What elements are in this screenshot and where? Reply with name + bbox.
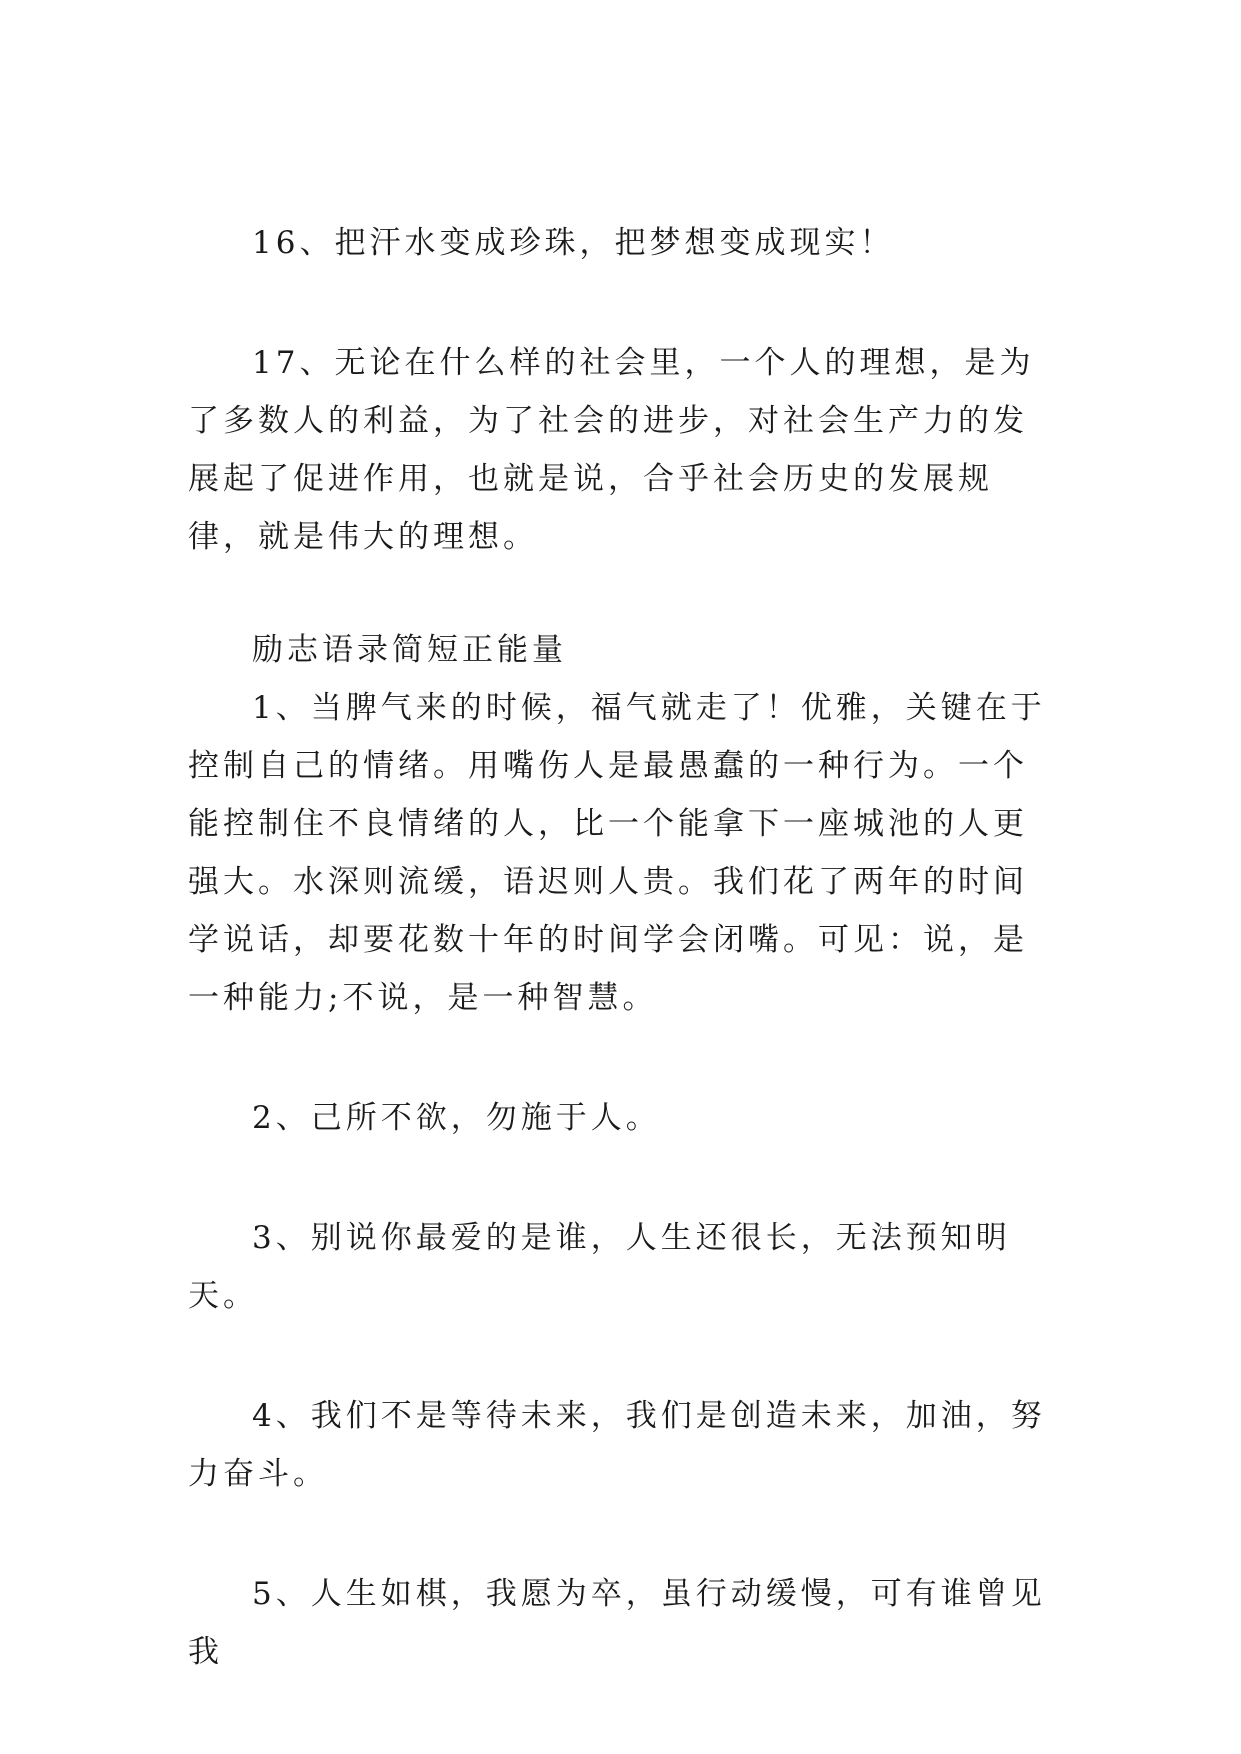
paragraph-2: 2、己所不欲，勿施于人。: [252, 1100, 661, 1136]
paragraph-16: 16、把汗水变成珍珠，把梦想变成现实！: [252, 225, 895, 261]
paragraph-17: 17、无论在什么样的社会里，一个人的理想，是为了多数人的利益，为了社会的进步，对社会生产力的发展起了促进作用，也就是说，合乎社会历史的发展规律，就是伟大的理想。: [188, 345, 1035, 555]
paragraph-1: 1、当脾气来的时候，福气就走了！优雅，关键在于控制自己的情绪。用嘴伤人是最愚蠢的一种行为。一个能控制住不良情绪的人，比一个能拿下一座城池的人更强大。水深则流缓，语迟则人贵。我们花了两年的时间学说话，却要花数十年的时间学会闭嘴。可见：说，是一种能力;不说，是一种智慧。: [188, 690, 1046, 1016]
section-heading: 励志语录简短正能量: [252, 632, 567, 668]
paragraph-4: 4、我们不是等待未来，我们是创造未来，加油，努力奋斗。: [188, 1398, 1046, 1492]
paragraph-3: 3、别说你最爱的是谁，人生还很长，无法预知明天。: [188, 1220, 1011, 1314]
document-body: [188, 214, 1058, 1681]
paragraph-5: 5、人生如棋，我愿为卒，虽行动缓慢，可有谁曾见我: [188, 1576, 1046, 1670]
